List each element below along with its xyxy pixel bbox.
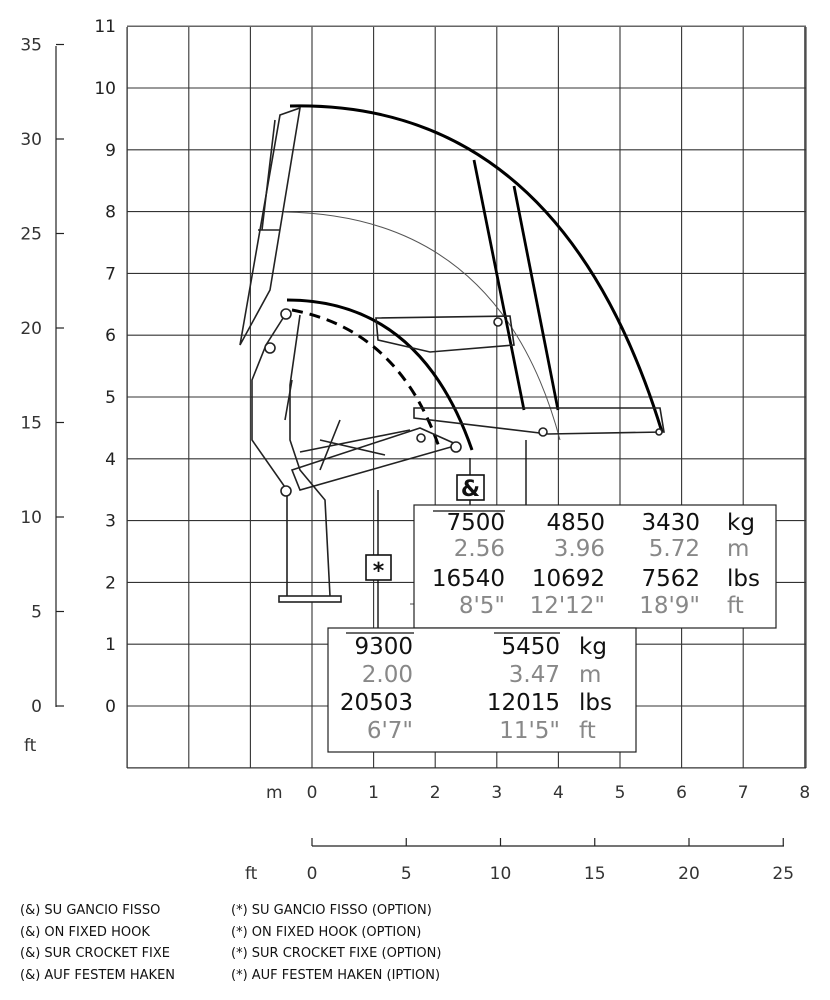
pivot-joint-8: [656, 429, 662, 435]
fixed-hook-symbol: &: [460, 477, 481, 502]
legend-item: (&) SU GANCIO FISSO: [20, 903, 161, 918]
load-unit: lbs: [579, 690, 612, 716]
y-m-tick-label: 10: [94, 79, 116, 99]
y-m-ticks: [94, 17, 116, 717]
y-ft-tick-label: 25: [20, 224, 42, 245]
load-value: 2.56: [453, 536, 505, 562]
legend-item: (&) SUR CROCKET FIXE: [20, 946, 171, 961]
y-m-tick-label: 3: [105, 511, 116, 532]
load-value: 8'5": [458, 593, 505, 619]
load-value: 6'7": [366, 718, 413, 744]
y-m-tick-label: 4: [105, 449, 116, 470]
pivot-joint-3: [281, 309, 291, 319]
legend-item: (*) SU GANCIO FISSO (OPTION): [231, 903, 432, 918]
legend-item: (*) ON FIXED HOOK (OPTION): [231, 924, 422, 940]
pivot-joint-2: [265, 343, 275, 353]
crane-base-plate: [279, 596, 341, 602]
y-m-tick-label: 8: [105, 202, 116, 223]
load-unit: m: [579, 662, 602, 688]
y-m-tick-label: 1: [105, 635, 116, 656]
y-ft-tick-label: 20: [20, 319, 42, 339]
y-m-tick-label: 0: [105, 697, 116, 717]
fixed-hook-marker: [457, 475, 484, 502]
x-ft-ticks: [307, 838, 794, 884]
legend-item: (*) SUR CROCKET FIXE (OPTION): [231, 946, 442, 961]
inner-reach-arc: [287, 300, 472, 450]
crane-column: [252, 315, 330, 596]
load-value: 5450: [501, 634, 560, 660]
load-value: 12015: [486, 690, 560, 716]
y-m-tick-label: 5: [105, 388, 116, 408]
load-value: 9300: [354, 634, 413, 660]
x-m-ticks: [307, 783, 811, 803]
x-ft-tick-label: 20: [678, 864, 700, 884]
load-value: 10692: [531, 566, 605, 592]
load-value: 20503: [339, 690, 413, 716]
y-m-tick-label: 7: [105, 264, 116, 285]
x-m-tick-label: 5: [614, 783, 626, 803]
load-value: 4850: [546, 510, 605, 536]
x-ft-tick-label: 5: [400, 864, 412, 884]
load-unit: m: [727, 536, 750, 562]
extension-line-1: [474, 160, 506, 320]
option-symbol: *: [372, 559, 385, 584]
pivot-joint-4: [451, 442, 461, 452]
legend-option: [231, 900, 441, 986]
y-ft-unit-label: ft: [24, 736, 37, 756]
load-unit: kg: [579, 634, 607, 660]
load-unit: lbs: [727, 566, 760, 592]
x-ft-tick-label: 0: [306, 864, 318, 884]
load-unit: ft: [727, 593, 744, 619]
load-value: 18'9": [639, 593, 700, 619]
y-m-tick-label: 9: [105, 140, 116, 161]
legend-item: (*) AUF FESTEM HAKEN (IPTION): [231, 967, 441, 983]
load-value: 12'12": [529, 593, 605, 619]
x-ft-tick-label: 25: [772, 864, 795, 884]
reach-arcs: [284, 106, 662, 450]
load-value: 16540: [431, 566, 505, 592]
main-boom-upper: [300, 430, 410, 455]
legend-item: (&) AUF FESTEM HAKEN: [20, 967, 176, 983]
y-ft-tick-label: 30: [20, 130, 42, 150]
load-value: 11'5": [499, 718, 560, 744]
legend-fixed-hook: [20, 900, 175, 986]
pivot-joint-7: [539, 428, 547, 436]
load-value: 7500: [446, 510, 505, 536]
x-ft-tick-label: 15: [583, 864, 606, 884]
x-m-tick-label: 7: [737, 783, 749, 803]
outer-reach-arc: [290, 106, 662, 432]
y-ft-ticks: [20, 36, 64, 718]
x-ft-unit-label: ft: [245, 864, 258, 884]
x-m-tick-label: 6: [676, 783, 688, 803]
pivot-joint-5: [417, 434, 425, 442]
folded-boom-vertical: [240, 108, 300, 345]
load-value: 2.00: [361, 662, 413, 688]
pivot-joint-6: [494, 318, 502, 326]
legend-item: (&) ON FIXED HOOK: [20, 924, 150, 940]
y-ft-tick-label: 5: [31, 602, 42, 623]
x-m-tick-label: 1: [368, 783, 380, 803]
load-value: 7562: [641, 566, 700, 592]
y-m-tick-label: 2: [105, 573, 116, 594]
pivot-joint-1: [281, 486, 291, 496]
y-ft-tick-label: 0: [31, 697, 42, 717]
option-marker: [366, 555, 391, 584]
load-value: 3430: [641, 510, 700, 536]
y-m-tick-label: 11: [94, 17, 116, 38]
load-unit: kg: [727, 510, 755, 536]
y-ft-tick-label: 35: [20, 35, 42, 56]
x-m-tick-label: 2: [429, 783, 441, 803]
y-ft-tick-label: 10: [20, 508, 42, 528]
x-m-tick-label: 0: [306, 783, 318, 803]
x-m-tick-label: 3: [491, 783, 503, 803]
x-m-unit-label: m: [266, 783, 283, 803]
x-ft-tick-label: 10: [489, 864, 512, 884]
x-m-tick-label: 4: [552, 783, 564, 803]
y-ft-tick-label: 15: [20, 413, 42, 434]
load-value: 3.96: [553, 536, 605, 562]
y-m-tick-label: 6: [105, 326, 116, 347]
load-value: 3.47: [508, 662, 560, 688]
load-value: 5.72: [648, 536, 700, 562]
load-unit: ft: [579, 718, 596, 744]
x-m-tick-label: 8: [799, 783, 811, 803]
